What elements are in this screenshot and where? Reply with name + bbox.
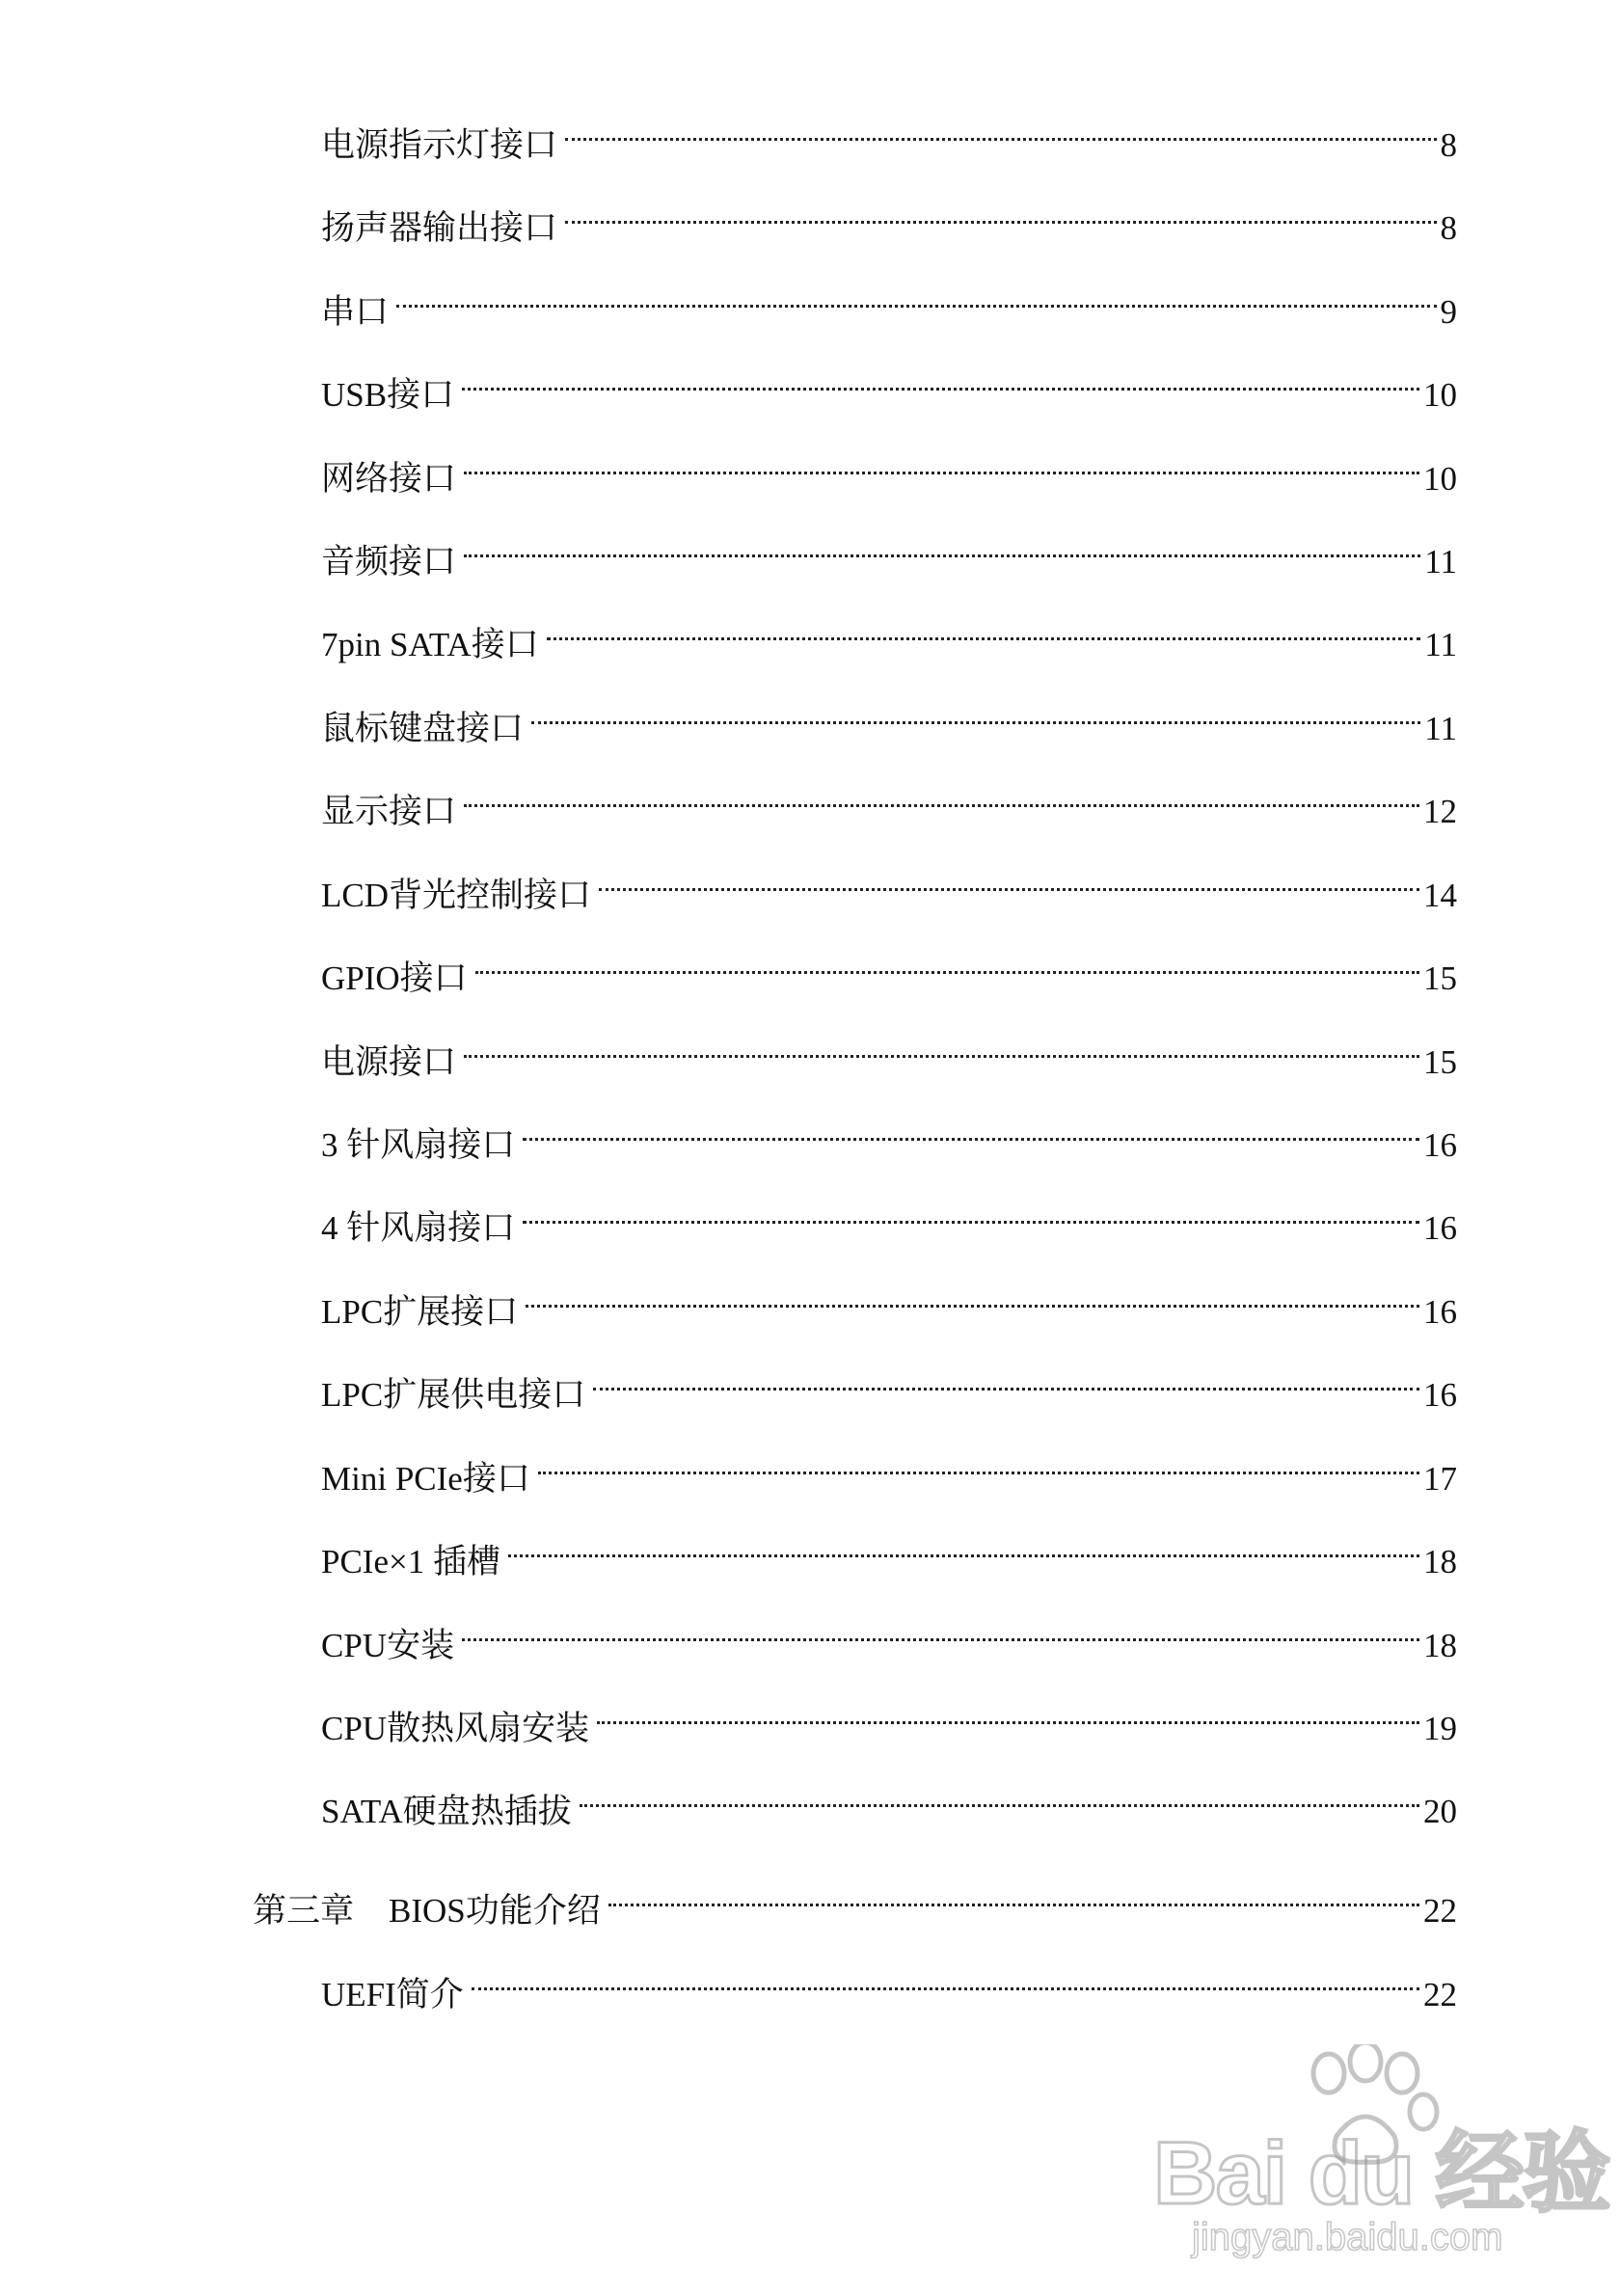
toc-page-number: 22	[1423, 1892, 1457, 1930]
watermark-url: jingyan.baidu.com	[1192, 2216, 1503, 2258]
toc-page-number: 15	[1423, 1043, 1457, 1081]
toc-page-number: 22	[1423, 1976, 1457, 2013]
toc-dot-leader	[526, 1265, 1419, 1323]
toc-entry[interactable]	[321, 1682, 1457, 1747]
toc-dot-leader	[538, 1432, 1419, 1490]
toc-dot-leader	[475, 932, 1419, 989]
toc-entry[interactable]	[321, 1948, 1457, 2013]
toc-entry-label: USB接口	[321, 376, 455, 414]
toc-page-number: 11	[1424, 626, 1457, 663]
toc-entry[interactable]	[321, 598, 1457, 663]
toc-dot-leader	[464, 515, 1420, 573]
toc-entry[interactable]	[321, 432, 1457, 498]
toc-entry-label: UEFI简介	[321, 1976, 464, 2013]
paw-icon	[1269, 2044, 1462, 2179]
toc-page-number: 11	[1424, 543, 1457, 581]
toc-entry[interactable]	[321, 1098, 1457, 1164]
toc-entry[interactable]	[321, 1181, 1457, 1247]
toc-entry-label: CPU散热风扇安装	[321, 1710, 590, 1747]
toc-entry-label: SATA硬盘热插拔	[321, 1793, 572, 1830]
toc-dot-leader	[531, 682, 1420, 740]
toc-page-number: 8	[1440, 209, 1457, 247]
toc-entry[interactable]	[321, 1765, 1457, 1830]
toc-entry[interactable]	[321, 515, 1457, 581]
toc-entry-label: CPU安装	[321, 1627, 455, 1664]
toc-dot-leader	[593, 1348, 1419, 1406]
toc-page-number: 16	[1423, 1376, 1457, 1414]
toc-entry[interactable]	[321, 1348, 1457, 1414]
toc-entry[interactable]	[321, 181, 1457, 247]
toc-entry-label: 电源指示灯接口	[321, 126, 558, 164]
toc-dot-leader	[464, 1015, 1419, 1073]
toc-entry-label: 网络接口	[321, 460, 457, 498]
toc-entry[interactable]	[321, 1432, 1457, 1498]
watermark-brand: Bai du 经验	[1153, 2124, 1609, 2223]
toc-dot-leader	[565, 98, 1436, 156]
toc-entry-label: 电源接口	[321, 1043, 457, 1081]
toc-entry[interactable]	[321, 1515, 1457, 1580]
toc-entry[interactable]	[321, 265, 1457, 331]
toc-page-number: 9	[1440, 293, 1457, 331]
toc-dot-leader	[599, 849, 1419, 906]
toc-entry-label: 7pin SATA接口	[321, 626, 539, 663]
toc-entry[interactable]	[321, 932, 1457, 997]
toc-chapter-number: 第三章	[253, 1892, 355, 1930]
toc-entry[interactable]	[321, 765, 1457, 830]
toc-page-number: 16	[1423, 1209, 1457, 1247]
toc-page-number: 15	[1423, 959, 1457, 997]
toc-page-number: 18	[1423, 1627, 1457, 1664]
toc-page-number: 10	[1423, 460, 1457, 498]
toc-entry-label: 串口	[321, 293, 390, 331]
toc-entry-label: 音频接口	[321, 543, 457, 581]
toc-page-number: 10	[1423, 376, 1457, 414]
toc-entry-label: 4 针风扇接口	[321, 1209, 516, 1247]
toc-entry[interactable]	[321, 98, 1457, 164]
toc-page-number: 16	[1423, 1293, 1457, 1331]
toc-entry[interactable]	[321, 1015, 1457, 1081]
toc-entry-label: PCIe×1 插槽	[321, 1543, 500, 1580]
toc-entry-label: 鼠标键盘接口	[321, 710, 525, 747]
toc-entry-label: 显示接口	[321, 793, 457, 830]
toc-entry[interactable]	[321, 1599, 1457, 1664]
toc-entry-label: GPIO接口	[321, 959, 468, 997]
toc-dot-leader	[523, 1098, 1419, 1156]
toc-entry-label: 扬声器输出接口	[321, 209, 558, 247]
toc-dot-leader	[565, 181, 1436, 239]
toc-entry-label: 3 针风扇接口	[321, 1126, 516, 1164]
toc-page-number: 17	[1423, 1460, 1457, 1498]
toc-entry[interactable]	[321, 348, 1457, 414]
toc-dot-leader	[547, 598, 1421, 656]
toc-page-number: 16	[1423, 1126, 1457, 1164]
toc-page-number: 19	[1423, 1710, 1457, 1747]
toc-entry[interactable]	[321, 682, 1457, 747]
baidu-jingyan-watermark	[1153, 2044, 1609, 2266]
toc-entry-label: Mini PCIe接口	[321, 1460, 530, 1498]
toc-page-number: 20	[1423, 1793, 1457, 1830]
toc-page-number: 11	[1424, 710, 1457, 747]
toc-dot-leader	[508, 1515, 1419, 1573]
toc-dot-leader	[608, 1864, 1419, 1922]
toc-dot-leader	[580, 1765, 1419, 1823]
toc-page-number: 12	[1423, 793, 1457, 830]
toc-entry-label: LPC扩展供电接口	[321, 1376, 586, 1414]
toc-chapter-title: BIOS功能介绍	[389, 1892, 601, 1930]
toc-dot-leader	[396, 265, 1436, 323]
toc-page-number: 18	[1423, 1543, 1457, 1580]
toc-dot-leader	[523, 1181, 1419, 1239]
toc-chapter-entry[interactable]	[253, 1864, 1457, 1930]
toc-entry[interactable]	[321, 1265, 1457, 1331]
toc-entry[interactable]	[321, 849, 1457, 914]
toc-dot-leader	[462, 1599, 1419, 1657]
toc-dot-leader	[464, 432, 1419, 490]
toc-dot-leader	[464, 765, 1419, 823]
toc-entry-label: LCD背光控制接口	[321, 877, 592, 914]
toc-page-number: 14	[1423, 877, 1457, 914]
toc-dot-leader	[462, 348, 1419, 406]
toc-entry-label: LPC扩展接口	[321, 1293, 519, 1331]
toc-dot-leader	[597, 1682, 1419, 1740]
toc-dot-leader	[472, 1948, 1419, 2006]
toc-page-number: 8	[1440, 126, 1457, 164]
